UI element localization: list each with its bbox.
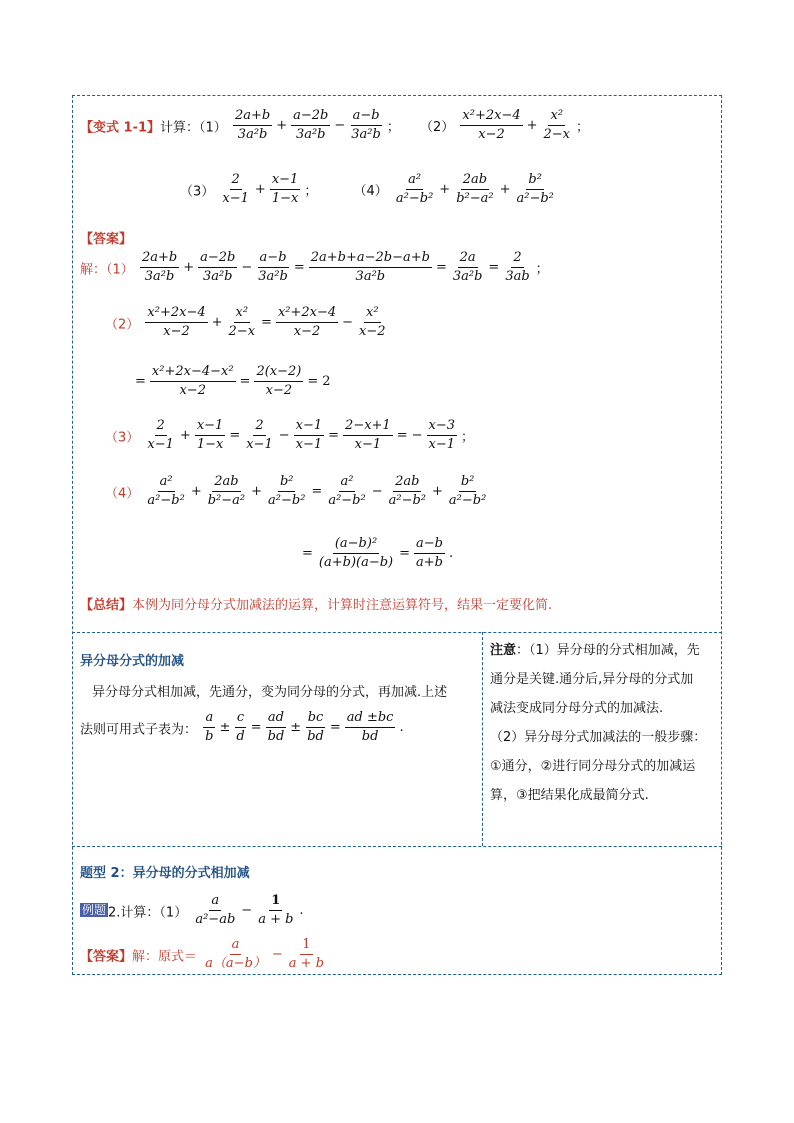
- fraction: $\frac{\text{b²}}{\text{a²−b²}}$: [448, 474, 487, 509]
- fraction: $\frac{x-3}{x-1}$: [428, 418, 456, 453]
- fraction: $\frac{a-2b}{\text{3a²b}}$: [293, 108, 329, 143]
- fraction: $\frac{\text{x²+2x−4}}{x-2}$: [147, 305, 206, 340]
- fraction: $\frac{a}{b}$: [205, 710, 214, 745]
- fraction: $\frac{1}{a + b}$: [258, 893, 294, 928]
- fraction: $\frac{2-x+1}{x-1}$: [345, 418, 391, 453]
- fraction: $\frac{2ab}{\text{b²−a²}}$: [456, 172, 494, 207]
- rule-line1: 异分母分式相加减，先通分，变为同分母的分式，再加减.上述: [92, 685, 448, 700]
- variant-label: 【变式 1-1】: [80, 120, 161, 136]
- fraction: $\frac{\text{x²+2x−4−x²}}{x-2}$: [151, 364, 234, 399]
- example-answer-text: 解：原式＝: [132, 949, 198, 965]
- example-answer-label: 【答案】: [80, 949, 133, 965]
- fraction: $\frac{a}{a(a-b)}$: [205, 937, 266, 972]
- rule-formula-line: 法则可用式子表为： $\frac{a}{b}$ ± $\frac{c}{d}$ = $\frac{ad}{bd}$ ± $\frac{bc}{bd}$ = $\frac{ad \pm bc}{bd}$ .: [80, 710, 404, 745]
- summary: [80, 594, 552, 613]
- answer-label: 【答案】: [80, 232, 133, 247]
- fraction: $\frac{\text{x²}}{x-2}$: [359, 305, 386, 340]
- answer-step-3: （3） $\frac{2}{x-1}$ + $\frac{x-1}{1-x}$ = $\frac{2}{x-1}$ − $\frac{x-1}{x-1}$ = $\frac{2-x+1}{x-1}$ = − $\frac{x-3}{x-1}$ ；: [105, 418, 475, 453]
- note-line: ①通分，②进行同分母分式的加减运: [490, 759, 696, 774]
- variant-question-line2: （3） $\frac{2}{x-1}$ + $\frac{x-1}{1-x}$ ； （4） $\frac{\text{a²}}{\text{a²−b²}}$ + $\frac{2ab}{\text{b²−a²}}$ + $\frac{\text{b²}}{\text{a²−b²}}$: [180, 172, 554, 207]
- example-question: 例题 2.计算：（1） $\frac{a}{\text{a²−ab}}$ − $\frac{1}{a + b}$ .: [82, 893, 304, 928]
- divider: [72, 632, 722, 633]
- fraction: $\frac{2a}{\text{3a²b}}$: [452, 250, 483, 285]
- answer-step-2a: （2） $\frac{\text{x²+2x−4}}{x-2}$ + $\frac{\text{x²}}{2-x}$ = $\frac{\text{x²+2x−4}}{x-2}$ − $\frac{\text{x²}}{x-2}$: [105, 305, 386, 340]
- fraction: $\frac{ad}{bd}$: [267, 710, 285, 745]
- answer-step-2b: = $\frac{\text{x²+2x−4−x²}}{x-2}$ = $\frac{2(x-2)}{x-2}$ = 2: [135, 364, 331, 399]
- fraction: $\frac{c}{d}$: [236, 710, 245, 745]
- fraction: $\frac{2}{x-1}$: [147, 418, 174, 453]
- fraction: $\frac{x-1}{1-x}$: [196, 418, 224, 453]
- fraction: $\frac{2a+b}{\text{3a²b}}$: [234, 108, 271, 143]
- variant-prompt: 计算：: [160, 120, 200, 136]
- note-line: 减法变成同分母分式的加减法.: [490, 701, 664, 716]
- example-tag: 例题: [82, 903, 107, 918]
- answer-step-1: 解：（1） $\frac{2a+b}{\text{3a²b}}$ + $\frac{a-2b}{\text{3a²b}}$ − $\frac{a-b}{\text{3a²b}}$ = $\frac{2a+b+a-2b-a+b}{\text{3a²b}}$ = $\frac{2a}{\text{3a²b}}$ = $\frac{2}{3ab}$ ；: [80, 250, 549, 285]
- note-label: 注意: [490, 643, 517, 658]
- column-divider: [482, 632, 483, 846]
- note-line: 注意：（1）异分母的分式相加减，先: [490, 643, 700, 658]
- fraction: $\frac{\text{b²}}{\text{a²−b²}}$: [268, 474, 306, 509]
- fraction: $\frac{x-1}{1-x}$: [271, 172, 299, 207]
- example-prompt: 2.计算：（1）: [108, 905, 188, 921]
- fraction: $\frac{a-b}{a+b}$: [416, 536, 443, 571]
- fraction: $\frac{2}{x-1}$: [246, 418, 273, 453]
- fraction: $\frac{x-1}{x-1}$: [295, 418, 323, 453]
- variant-question-line1: 【变式 1-1】计算：（1） $\frac{2a+b}{\text{3a²b}}$ + $\frac{a-2b}{\text{3a²b}}$ − $\frac{a-b}{\text{3a²b}}$ ； （2） $\frac{\text{x²+2x−4}}{x-2}$ + $\frac{\text{x²}}{2-x}$ ；: [80, 108, 590, 143]
- fraction: $\frac{\text{x²+2x−4}}{x-2}$: [277, 305, 337, 340]
- answer-step-4b: = $\frac{\text{(a−b)²}}{(a+b)(a-b)}$ = $\frac{a-b}{a+b}$ .: [302, 536, 454, 571]
- fraction: $\frac{2ab}{\text{b²−a²}}$: [207, 474, 246, 509]
- note-block: [490, 636, 706, 810]
- fraction: $\frac{1}{a + b}$: [288, 937, 325, 972]
- fraction: $\frac{\text{a²}}{\text{a²−b²}}$: [328, 474, 366, 509]
- type2-title: 题型 2：异分母的分式相加减: [80, 866, 250, 881]
- summary-label: 【总结】: [80, 598, 133, 613]
- example-answer: 【答案】解：原式＝ $\frac{a}{a(a-b)}$ − $\frac{1}{a + b}$: [80, 937, 325, 972]
- fraction: $\frac{2ab}{\text{a²−b²}}$: [388, 474, 426, 509]
- fraction: $\frac{\text{a²}}{\text{a²−b²}}$: [147, 474, 185, 509]
- fraction: $\frac{\text{x²}}{2-x}$: [228, 305, 256, 340]
- answer-step-4a: （4） $\frac{\text{a²}}{\text{a²−b²}}$ + $\frac{2ab}{\text{b²−a²}}$ + $\frac{\text{b²}}{\text{a²−b²}}$ = $\frac{\text{a²}}{\text{a²−b²}}$ − $\frac{2ab}{\text{a²−b²}}$ + $\frac{\text{b²}}{\text{a²−b²}}$: [105, 474, 487, 509]
- fraction: $\frac{\text{x²+2x−4}}{x-2}$: [462, 108, 521, 143]
- fraction: $\frac{2}{x-1}$: [222, 172, 249, 207]
- fraction: $\frac{\text{a²}}{\text{a²−b²}}$: [395, 172, 434, 207]
- fraction: $\frac{bc}{bd}$: [307, 710, 324, 745]
- fraction: $\frac{ad \pm bc}{bd}$: [346, 710, 394, 745]
- fraction: $\frac{2}{3ab}$: [505, 250, 530, 285]
- fraction: $\frac{a}{\text{a²−ab}}$: [195, 893, 236, 928]
- fraction: $\frac{2a+b}{\text{3a²b}}$: [141, 250, 178, 285]
- note-line: 算，③把结果化成最简分式.: [490, 788, 649, 803]
- fraction: $\frac{a-2b}{\text{3a²b}}$: [200, 250, 236, 285]
- divider: [72, 846, 722, 847]
- note-line: 通分是关键.通分后,异分母的分式加: [490, 672, 694, 687]
- content-frame: [72, 95, 722, 975]
- note-line: （2）异分母分式加减法的一般步骤：: [490, 730, 707, 745]
- fraction: $\frac{\text{b²}}{\text{a²−b²}}$: [516, 172, 554, 207]
- rule-line2: 法则可用式子表为：: [80, 722, 198, 738]
- fraction: $\frac{a-b}{\text{3a²b}}$: [351, 108, 381, 143]
- fraction: $\frac{2(x-2)}{x-2}$: [256, 364, 302, 399]
- fraction: $\frac{a-b}{\text{3a²b}}$: [258, 250, 288, 285]
- fraction: $\frac{2a+b+a-2b-a+b}{\text{3a²b}}$: [310, 250, 430, 285]
- fraction: $\frac{\text{x²}}{2-x}$: [543, 108, 571, 143]
- rule-title: 异分母分式的加减: [80, 654, 185, 669]
- summary-text: 本例为同分母分式加减法的运算，计算时注意运算符号，结果一定要化简.: [132, 598, 553, 613]
- fraction: $\frac{\text{(a−b)²}}{(a+b)(a-b)}$: [318, 536, 394, 571]
